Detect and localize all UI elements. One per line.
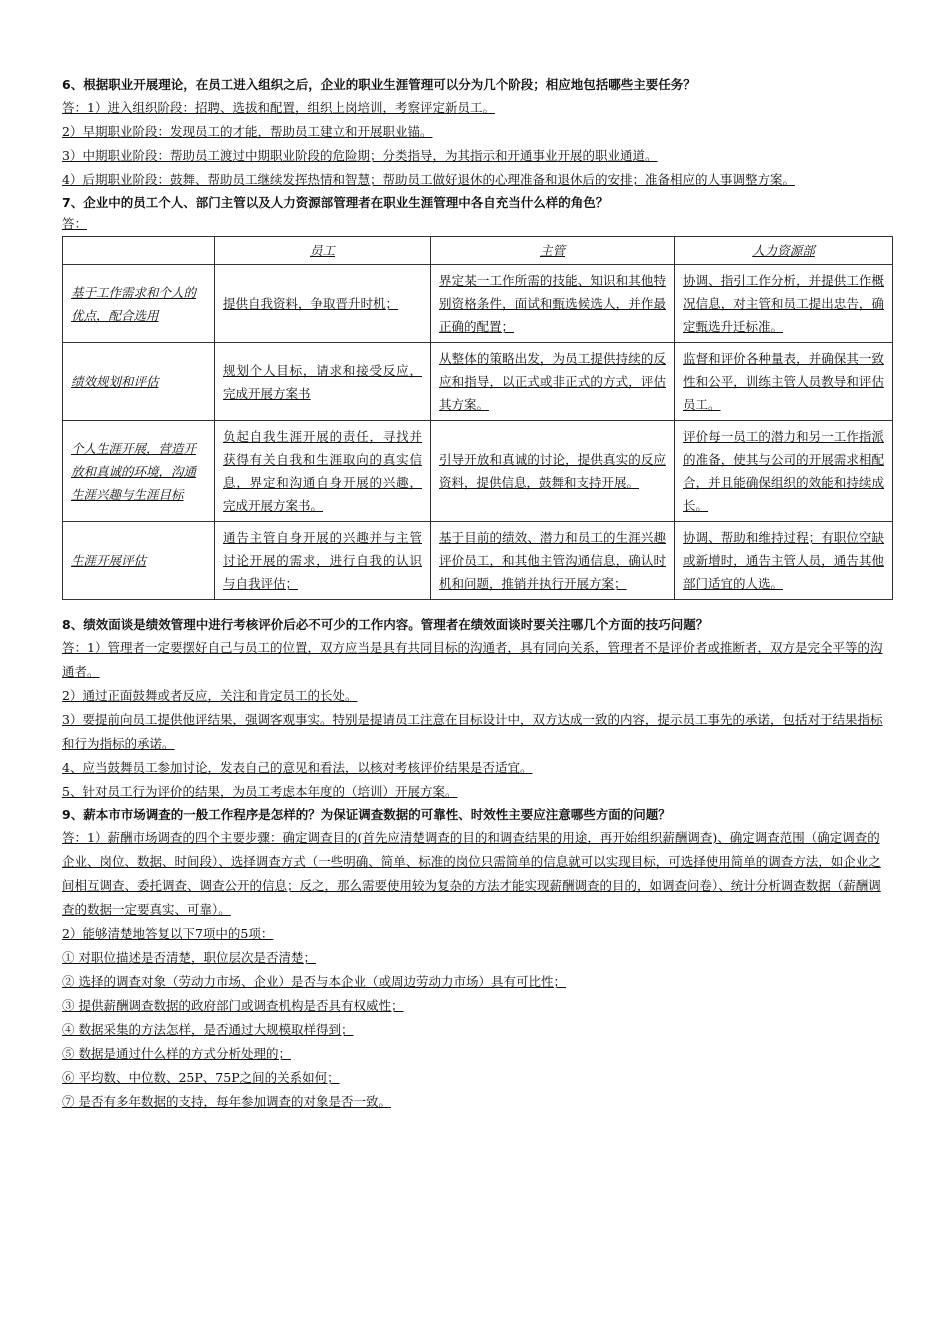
row-label: 基于工作需求和个人的优点，配合选用 <box>63 265 215 343</box>
table-row <box>63 522 893 600</box>
answer-9-item-2: ② 选择的调查对象（劳动力市场、企业）是否与本企业（或周边劳动力市场）具有可比性； <box>62 974 566 989</box>
table-row <box>63 265 893 343</box>
answer-9-item-5: ⑤ 数据是通过什么样的方式分析处理的； <box>62 1046 291 1061</box>
answer-9-item-4: ④ 数据采集的方法怎样，是否通过大规模取样得到； <box>62 1022 354 1037</box>
cell-hr: 协调、帮助和维持过程；有职位空缺或新增时，通告主管人员，通告其他部门适宜的人选。 <box>675 522 893 600</box>
question-8: 8、绩效面谈是绩效管理中进行考核评价后必不可少的工作内容。管理者在绩效面谈时要关注哪几个方面的技巧问题？ <box>62 617 709 632</box>
cell-manager: 界定某一工作所需的技能、知识和其他特别资格条件，面试和甄选候选人，并作最正确的配置； <box>431 265 675 343</box>
spacer <box>62 600 892 614</box>
answer-6-1: 答：1）进入组织阶段：招聘、选拔和配置，组织上岗培训，考察评定新员工。 <box>62 100 495 115</box>
table-header-employee: 员工 <box>215 237 431 265</box>
table-header-row <box>63 237 893 265</box>
table-header-empty <box>63 237 215 265</box>
answer-6-4: 4）后期职业阶段：鼓舞、帮助员工继续发挥热情和智慧；帮助员工做好退休的心理准备和退休后的安排；准备相应的人事调整方案。 <box>62 172 795 187</box>
row-label: 个人生涯开展，营造开放和真诚的环境，沟通生涯兴趣与生涯目标 <box>63 421 215 522</box>
answer-9-item-1: ① 对职位描述是否清楚，职位层次是否清楚； <box>62 950 316 965</box>
cell-hr: 评价每一员工的潜力和另一工作指派的准备，使其与公司的开展需求相配合，并且能确保组织的效能和持续成长。 <box>675 421 893 522</box>
answer-9-1: 答：1）薪酬市场调查的四个主要步骤：确定调查目的(首先应清楚调查的目的和调查结果的用途，再开始组织薪酬调查)、确定调查范围（确定调查的企业、岗位、数据、时间段）、选择调查方式（一些明确、简单、标准的岗位只需简单的信息就可以实现目标，可选择使用简单的调查方法，如企业之间相互调查、委托调查、调查公开的信息；反之，那么需要使用较为复杂的方法才能实现薪酬调查的目的，如调查问卷）、统计分析调查数据（薪酬调查的数据一定要真实、可靠）。 <box>62 830 881 917</box>
cell-hr: 监督和评价各种量表，并确保其一致性和公平，训练主管人员教导和评估员工。 <box>675 343 893 421</box>
cell-employee: 通告主管自身开展的兴趣并与主管讨论开展的需求，进行自我的认识与自我评估； <box>215 522 431 600</box>
cell-manager: 从整体的策略出发，为员工提供持续的反应和指导，以正式或非正式的方式，评估其方案。 <box>431 343 675 421</box>
cell-employee: 提供自我资料，争取晋升时机； <box>215 265 431 343</box>
answer-6-3: 3）中期职业阶段：帮助员工渡过中期职业阶段的危险期；分类指导，为其指示和开通事业开展的职业通道。 <box>62 148 658 163</box>
cell-employee: 负起自我生涯开展的责任，寻找并获得有关自我和生涯取向的真实信息，界定和沟通自身开展的兴趣，完成开展方案书。 <box>215 421 431 522</box>
roles-table <box>62 236 893 600</box>
question-9: 9、薪本市市场调查的一般工作程序是怎样的？为保证调查数据的可靠性、时效性主要应注意哪些方面的问题？ <box>62 807 671 822</box>
cell-manager: 基于目前的绩效、潜力和员工的生涯兴趣评价员工，和其他主管沟通信息，确认时机和问题，推销并执行开展方案； <box>431 522 675 600</box>
cell-employee: 规划个人目标，请求和接受反应，完成开展方案书 <box>215 343 431 421</box>
document-page <box>62 74 892 1114</box>
table-header-hr: 人力资源部 <box>675 237 893 265</box>
question-7: 7、企业中的员工个人、部门主管以及人力资源部管理者在职业生涯管理中各自充当什么样的角色？ <box>62 195 609 210</box>
question-6: 6、根据职业开展理论，在员工进入组织之后，企业的职业生涯管理可以分为几个阶段；相应地包括哪些主要任务？ <box>62 77 696 92</box>
answer-9-item-6: ⑥ 平均数、中位数、25P、75P之间的关系如何； <box>62 1070 340 1085</box>
answer-6-2: 2）早期职业阶段：发现员工的才能，帮助员工建立和开展职业锚。 <box>62 124 433 139</box>
table-row <box>63 343 893 421</box>
row-label: 绩效规划和评估 <box>63 343 215 421</box>
answer-9-item-7: ⑦ 是否有多年数据的支持，每年参加调查的对象是否一致。 <box>62 1094 391 1109</box>
row-label: 生涯开展评估 <box>63 522 215 600</box>
cell-hr: 协调、指引工作分析，并提供工作概况信息，对主管和员工提出忠告，确定甄选升迁标准。 <box>675 265 893 343</box>
answer-8-1: 答：1）管理者一定要摆好自己与员工的位置，双方应当是具有共同目标的沟通者，具有同向关系，管理者不是评价者或推断者，双方是完全平等的沟通者。 <box>62 640 883 679</box>
answer-9-2: 2）能够清楚地答复以下7项中的5项： <box>62 926 274 941</box>
table-header-manager: 主管 <box>431 237 675 265</box>
table-row <box>63 421 893 522</box>
answer-7-label: 答： <box>62 216 88 231</box>
answer-9-item-3: ③ 提供薪酬调查数据的政府部门或调查机构是否具有权威性； <box>62 998 404 1013</box>
answer-8-2: 2）通过正面鼓舞或者反应，关注和肯定员工的长处。 <box>62 688 358 703</box>
answer-8-4: 4、应当鼓舞员工参加讨论，发表自己的意见和看法，以核对考核评价结果是否适宜。 <box>62 760 533 775</box>
cell-manager: 引导开放和真诚的讨论，提供真实的反应资料，提供信息，鼓舞和支持开展。 <box>431 421 675 522</box>
answer-8-5: 5、针对员工行为评价的结果，为员工考虑本年度的（培训）开展方案。 <box>62 784 458 799</box>
answer-8-3: 3）要提前向员工提供他评结果，强调客观事实。特别是提请员工注意在目标设计中，双方达成一致的内容，提示员工事先的承诺，包括对于结果指标和行为指标的承诺。 <box>62 712 883 751</box>
